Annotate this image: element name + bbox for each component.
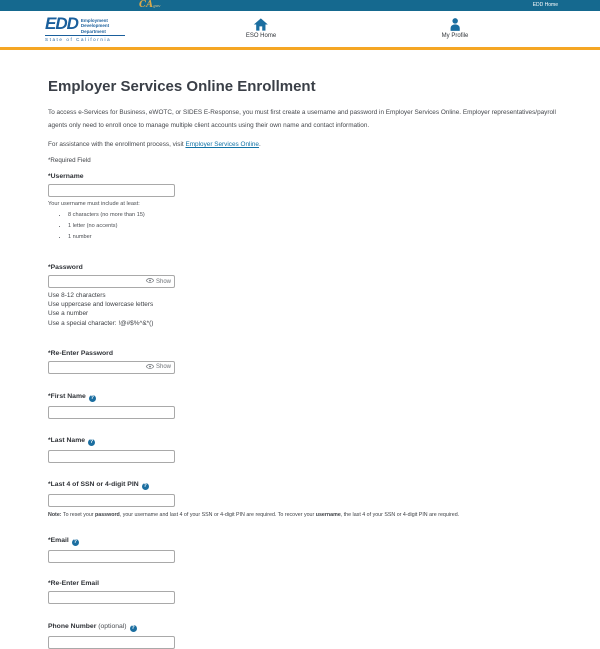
edd-logo[interactable] xyxy=(45,16,125,42)
enrollment-form xyxy=(0,50,600,649)
note-text: To reset your xyxy=(61,511,96,518)
reenter-email-group xyxy=(48,580,570,604)
ssn-pin-label xyxy=(48,481,570,490)
first-name-group xyxy=(48,393,570,419)
last-name-input[interactable] xyxy=(48,450,175,463)
username-hints xyxy=(68,212,570,240)
reenter-password-input[interactable] xyxy=(49,364,144,370)
ca-gov-logo-ca: CA xyxy=(139,0,154,10)
page-title: Employer Services Online Enrollment xyxy=(48,78,316,95)
eye-icon xyxy=(146,278,154,285)
reenter-password-label: *Re-Enter Password xyxy=(48,349,113,357)
help-icon[interactable]: ? xyxy=(131,624,135,631)
username-group xyxy=(48,173,570,240)
username-input[interactable] xyxy=(48,184,175,197)
edd-logo-text xyxy=(81,16,109,34)
last-name-group xyxy=(48,437,570,463)
edd-logo-state: State of California xyxy=(45,35,125,42)
phone-optional-text: (optional) xyxy=(98,622,127,630)
email-input[interactable] xyxy=(48,550,175,563)
nav-eso-home-label: ESO Home xyxy=(245,33,277,39)
username-hint-item: • 1 number xyxy=(68,234,570,240)
reenter-email-input[interactable] xyxy=(48,591,175,604)
ca-gov-logo-gov: gov xyxy=(153,3,161,8)
note-bold: Note: xyxy=(48,511,62,518)
show-reenter-password-label: Show xyxy=(155,364,171,371)
help-icon[interactable]: ? xyxy=(73,538,77,545)
nav-eso-home[interactable] xyxy=(246,18,276,39)
ca-gov-logo[interactable] xyxy=(139,0,160,11)
last-name-label xyxy=(48,437,570,446)
email-label-text: *Email xyxy=(48,536,69,544)
edd-logo-acronym: EDD xyxy=(45,14,78,33)
help-icon[interactable]: ? xyxy=(143,482,147,489)
show-password-label: Show xyxy=(155,278,171,285)
reenter-email-label: *Re-Enter Email xyxy=(48,579,99,587)
note-bold: username xyxy=(315,511,341,518)
show-password-button[interactable] xyxy=(144,278,174,285)
ssn-pin-label-text: *Last 4 of SSN or 4-digit PIN xyxy=(48,480,139,488)
password-input[interactable] xyxy=(49,279,144,285)
ssn-pin-input[interactable] xyxy=(48,494,175,507)
ssn-pin-note xyxy=(48,512,570,518)
edd-logo-line1: Employment xyxy=(80,18,108,23)
reenter-password-field xyxy=(48,361,175,374)
password-rule: Use a special character: !@#$%^&*() xyxy=(48,319,154,327)
assistance-prefix: For assistance with the enrollment process, visit xyxy=(48,141,186,148)
first-name-input[interactable] xyxy=(48,406,175,419)
top-utility-bar xyxy=(0,0,600,11)
first-name-label xyxy=(48,393,570,402)
note-text: , the last 4 of your SSN or 4-digit PIN are required. xyxy=(340,511,460,518)
help-icon[interactable]: ? xyxy=(90,394,94,401)
edd-logo-line2: Development xyxy=(80,23,110,29)
password-rule: Use a number xyxy=(48,310,89,318)
password-rule: Use uppercase and lowercase letters xyxy=(48,301,154,309)
edd-logo-line3: Department xyxy=(80,28,106,34)
eye-icon xyxy=(146,364,154,371)
nav-my-profile[interactable] xyxy=(442,18,469,39)
first-name-label-text: *First Name xyxy=(48,392,86,400)
phone-input[interactable] xyxy=(48,636,175,649)
show-reenter-password-button[interactable] xyxy=(144,364,174,371)
email-group xyxy=(48,537,570,563)
site-header xyxy=(0,11,600,50)
last-name-label-text: *Last Name xyxy=(48,436,86,444)
username-hint-title: Your username must include at least: xyxy=(48,201,140,207)
employer-services-online-link[interactable]: Employer Services Online xyxy=(185,141,259,148)
username-hint-item: • 8 characters (no more than 15) xyxy=(68,212,570,218)
nav-my-profile-label: My Profile xyxy=(441,33,469,39)
ssn-pin-group xyxy=(48,481,570,518)
note-bold: password xyxy=(95,511,120,518)
assistance-suffix: . xyxy=(258,141,261,148)
help-icon[interactable]: ? xyxy=(89,438,94,445)
note-text: , your username and last 4 of your SSN or 4-digit PIN are required. To recover your xyxy=(119,511,316,518)
person-icon xyxy=(442,18,469,31)
required-field-note: *Required Field xyxy=(48,157,91,164)
email-label xyxy=(48,537,570,546)
password-label: *Password xyxy=(48,264,83,271)
edd-home-link[interactable]: EDD Home xyxy=(532,2,558,8)
reenter-password-group xyxy=(48,350,570,374)
username-label: *Username xyxy=(48,173,84,180)
password-field xyxy=(48,275,175,288)
password-rules xyxy=(48,291,570,328)
assistance-text xyxy=(48,141,570,148)
home-icon xyxy=(246,18,276,31)
password-group xyxy=(48,264,570,328)
username-hint-item: • 1 letter (no accents) xyxy=(68,223,570,229)
intro-text: To access e-Services for Business, eWOTC, or SIDES E-Response, you must first create a username and password in Employer Services Online. Employer representatives/payroll agents only need to enroll once to manage multiple client accounts using their own name and contact information. xyxy=(48,109,556,129)
phone-group xyxy=(48,623,570,649)
password-rule: Use 8-12 characters xyxy=(48,292,106,299)
phone-label-text: Phone Number xyxy=(48,622,97,630)
phone-label xyxy=(48,623,570,632)
